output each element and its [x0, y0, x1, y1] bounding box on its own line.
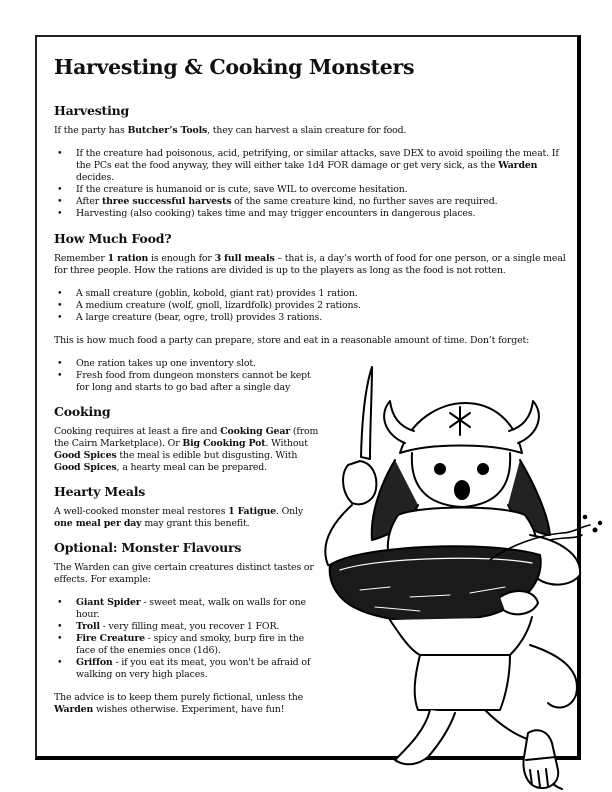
list-item: [54, 148, 574, 184]
horn-right: [509, 401, 539, 443]
bold-term: 1 ration: [107, 253, 149, 264]
text: – that is, a day’s worth of food for one person, or a single meal for three people. How the rations are divided is up to the players as long as the food is not rotten.: [54, 253, 566, 276]
text: decides.: [76, 172, 114, 183]
bold-term: 3 full meals: [214, 253, 275, 264]
text: A well-cooked monster meal restores: [54, 506, 229, 517]
text: . Only: [275, 506, 304, 517]
hand: [343, 461, 376, 504]
list-item: [54, 597, 319, 621]
bold-term: Fire Creature: [76, 633, 145, 644]
text: Cooking requires at least a fire and: [54, 426, 221, 437]
bold-term: Griffon: [76, 657, 113, 668]
bold-term: Warden: [498, 160, 538, 171]
list-item: • One ration takes up one inventory slot.: [54, 358, 319, 370]
section-hearty-meals: [54, 484, 319, 530]
text: the meal is edible but disgusting. With: [116, 450, 298, 461]
list-item: [54, 657, 319, 681]
list-item: [54, 184, 574, 196]
bullet-list: [54, 597, 319, 681]
text: Remember: [54, 253, 108, 264]
list-item: • A small creature (goblin, kobold, giant rat) provides 1 ration.: [54, 288, 574, 300]
text: of the same creature kind, no further saves are required.: [231, 196, 498, 207]
text: After: [76, 196, 102, 207]
bold-term: Butcher’s Tools: [127, 125, 208, 136]
section-cooking: [54, 404, 319, 474]
text: may grant this benefit.: [141, 518, 250, 529]
text: . Without: [265, 438, 308, 449]
paragraph: This is how much food a party can prepare, store and eat in a reasonable amount of time. Don’t forget:: [54, 335, 530, 346]
bold-term: Good Spices: [54, 462, 117, 473]
list-item: [54, 208, 574, 220]
bold-term: Warden: [54, 704, 94, 715]
lower-body: [390, 617, 532, 655]
paragraph: The Warden can give certain creatures distinct tastes or effects. For example:: [54, 562, 314, 585]
text: If the party has: [54, 125, 128, 136]
list-item: [54, 196, 574, 208]
bold-term: three successful harvests: [101, 196, 232, 207]
bullet-list: [54, 288, 574, 324]
text: - spicy and smoky, burp fire in the face of the enemies once (1d6).: [76, 633, 304, 656]
text: , a hearty meal can be prepared.: [116, 462, 267, 473]
text: (from the Cairn Marketplace). Or: [54, 426, 319, 449]
bold-term: 1 Fatigue: [228, 506, 276, 517]
text: If the creature is humanoid or is cute, save WIL to overcome hesitation.: [76, 184, 408, 195]
bold-term: one meal per day: [54, 518, 142, 529]
paragraph: [54, 253, 574, 277]
section-harvesting: [54, 103, 574, 220]
section-heading: Harvesting: [54, 103, 130, 118]
section-heading: How Much Food?: [54, 231, 172, 246]
bullet-list: [54, 358, 319, 394]
text: The advice is to keep them purely fictional, unless the: [54, 692, 304, 703]
list-item: [54, 621, 319, 633]
paragraph: [54, 692, 319, 716]
bold-term: Good Spices: [54, 450, 117, 461]
horn-left: [384, 401, 414, 443]
list-item: • A large creature (bear, ogre, troll) provides 3 rations.: [54, 312, 574, 324]
text: , they can harvest a slain creature for food.: [207, 125, 407, 136]
leg-left: [395, 710, 455, 764]
list-item: [54, 633, 319, 657]
text: wishes otherwise. Experiment, have fun!: [93, 704, 285, 715]
bold-term: Troll: [76, 621, 100, 632]
list-item: • A medium creature (wolf, gnoll, lizardfolk) provides 2 rations.: [54, 300, 574, 312]
bold-term: Cooking Gear: [220, 426, 291, 437]
page-title: Harvesting & Cooking Monsters: [54, 55, 415, 79]
bullet-list: [54, 148, 574, 220]
paragraph: [54, 426, 319, 474]
text: is enough for: [148, 253, 215, 264]
bold-term: Giant Spider: [76, 597, 141, 608]
section-heading: Optional: Monster Flavours: [54, 540, 242, 555]
text: If the creature had poisonous, acid, petrifying, or similar attacks, save DEX to avoid spoiling the meat. If the PCs eat the food anyway, they will either take 1d4 FOR damage or get very sick, as the: [76, 148, 559, 171]
paragraph: [54, 125, 574, 137]
bold-term: Big Cooking Pot: [182, 438, 266, 449]
knife-icon: [361, 367, 372, 459]
text: - sweet meat, walk on walls for one hour.: [76, 597, 306, 620]
text: Harvesting (also cooking) takes time and may trigger encounters in dangerous places.: [76, 208, 476, 219]
paragraph: [54, 506, 319, 530]
section-heading: Cooking: [54, 404, 111, 419]
text: - if you eat its meat, you won't be afraid of walking on very high places.: [76, 657, 311, 680]
adventurer-illustration: [300, 365, 612, 792]
section-heading: Hearty Meals: [54, 484, 146, 499]
list-item: • Fresh food from dungeon monsters cannot be kept for long and starts to go bad after a single day: [54, 370, 319, 394]
tail: [530, 645, 577, 708]
section-monster-flavours: [54, 540, 319, 716]
text: - very filling meat, you recover 1 FOR.: [99, 621, 280, 632]
